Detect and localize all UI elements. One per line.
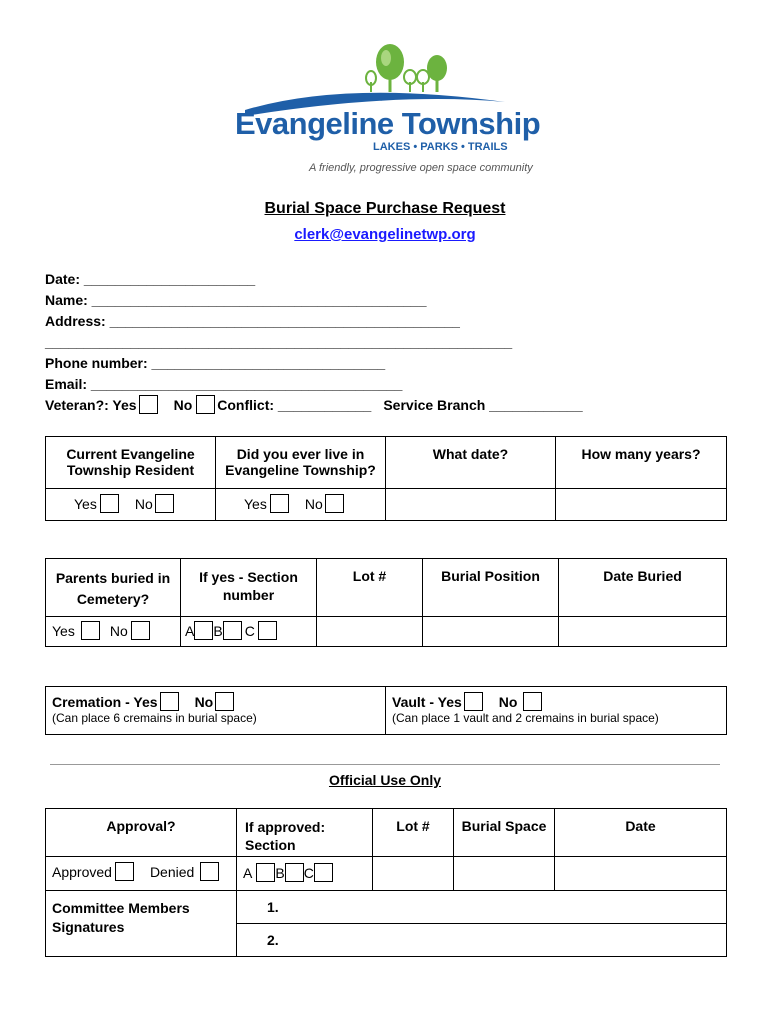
section-a-checkbox[interactable]	[194, 621, 213, 640]
what-date-header-cell	[386, 437, 556, 489]
parents-answer-cell	[46, 617, 181, 647]
signature-1-cell[interactable]	[237, 891, 727, 924]
official-use-table	[45, 808, 727, 957]
section-answer-cell	[181, 617, 317, 647]
cremation-yes-checkbox[interactable]	[160, 692, 179, 711]
date-buried-header-cell	[559, 559, 727, 617]
logo-name: Evangeline Township	[235, 106, 541, 141]
signature-2-label: 2.	[267, 932, 279, 948]
resident-yes-checkbox[interactable]	[100, 494, 119, 513]
cremation-vault-table	[45, 686, 727, 735]
official-section-a-label: A	[243, 864, 253, 881]
denied-label: Denied	[149, 863, 195, 880]
lived-answer-cell	[216, 489, 386, 521]
official-use-heading: Official Use Only	[328, 772, 442, 788]
conflict-field[interactable]: Conflict: ____________	[217, 396, 372, 413]
approval-header-cell	[46, 809, 237, 857]
parents-yes-label: Yes	[52, 622, 75, 639]
lived-yes-checkbox[interactable]	[270, 494, 289, 513]
signature-2-cell[interactable]	[237, 924, 727, 957]
resident-yes-label: Yes	[74, 495, 97, 512]
vault-no-checkbox[interactable]	[523, 692, 542, 711]
vault-cell	[386, 687, 727, 735]
email-field[interactable]: Email: ________________________________________	[45, 376, 403, 392]
address-line2-field[interactable]: ____________________________________________________________	[45, 334, 513, 350]
resident-no-label: No	[134, 495, 153, 512]
clerk-email-link[interactable]: clerk@evangelinetwp.org	[294, 226, 476, 243]
official-section-b-checkbox[interactable]	[285, 863, 304, 882]
lived-header: Did you ever live in Evangeline Township?	[225, 446, 376, 478]
cremation-note: (Can place 6 cremains in burial space)	[52, 711, 257, 725]
section-c-label: C	[244, 622, 255, 639]
parents-table	[45, 558, 727, 647]
resident-header-cell	[46, 437, 216, 489]
vault-no-label: No	[498, 693, 518, 710]
vault-yes-label: Vault - Yes	[392, 693, 462, 710]
lot-header: Lot #	[352, 568, 387, 584]
parents-header-cell	[46, 559, 181, 617]
date-field[interactable]: Date: ______________________	[45, 271, 256, 287]
official-lot-header-cell	[373, 809, 454, 857]
phone-field[interactable]: Phone number: ______________________________	[45, 355, 386, 371]
vault-note: (Can place 1 vault and 2 cremains in burial space)	[392, 711, 659, 725]
position-answer-cell[interactable]	[423, 617, 559, 647]
what-date-header: What date?	[432, 446, 509, 462]
approved-checkbox[interactable]	[115, 862, 134, 881]
veteran-no-label: No	[173, 396, 193, 413]
official-section-cell	[237, 857, 373, 891]
lived-no-label: No	[304, 495, 323, 512]
resident-header: Current Evangeline Township Resident	[66, 446, 195, 478]
burial-space-header: Burial Space	[461, 818, 547, 834]
approved-denied-cell	[46, 857, 237, 891]
address-field[interactable]: Address: _____________________________________________	[45, 313, 460, 329]
lot-header-cell	[317, 559, 423, 617]
parents-yes-checkbox[interactable]	[81, 621, 100, 640]
approved-label: Approved	[52, 863, 112, 880]
name-field[interactable]: Name: ___________________________________________	[45, 292, 427, 308]
lot-answer-cell[interactable]	[317, 617, 423, 647]
official-date-cell[interactable]	[555, 857, 727, 891]
official-lot-cell[interactable]	[373, 857, 454, 891]
cremation-no-label: No	[194, 693, 214, 710]
section-a-label: A	[185, 622, 195, 639]
years-header-cell	[556, 437, 727, 489]
lived-no-checkbox[interactable]	[325, 494, 344, 513]
resident-no-checkbox[interactable]	[155, 494, 174, 513]
date-buried-answer-cell[interactable]	[559, 617, 727, 647]
logo-subtitle: LAKES • PARKS • TRAILS	[373, 141, 508, 153]
vault-yes-checkbox[interactable]	[464, 692, 483, 711]
official-date-header: Date	[625, 818, 656, 834]
if-approved-header: If approved: Section	[245, 819, 326, 853]
section-c-checkbox[interactable]	[258, 621, 277, 640]
logo-tagline: A friendly, progressive open space community	[309, 162, 533, 174]
position-header-cell	[423, 559, 559, 617]
section-b-label: B	[213, 622, 223, 639]
committee-label: Committee Members Signatures	[52, 900, 190, 935]
page-title: Burial Space Purchase Request	[264, 200, 506, 217]
cremation-cell	[46, 687, 386, 735]
lived-header-cell	[216, 437, 386, 489]
veteran-no-checkbox[interactable]	[196, 395, 215, 414]
if-approved-header-cell	[237, 809, 373, 857]
date-buried-header: Date Buried	[603, 568, 682, 584]
veteran-yes-checkbox[interactable]	[139, 395, 158, 414]
section-header: If yes - Section number	[199, 569, 298, 603]
lived-yes-label: Yes	[244, 495, 267, 512]
years-header: How many years?	[581, 446, 701, 462]
veteran-row	[45, 395, 583, 414]
parents-no-checkbox[interactable]	[131, 621, 150, 640]
township-logo	[225, 40, 545, 180]
official-section-b-label: B	[275, 864, 285, 881]
resident-answer-cell	[46, 489, 216, 521]
section-header-cell	[181, 559, 317, 617]
official-section-a-checkbox[interactable]	[256, 863, 275, 882]
position-header: Burial Position	[441, 568, 540, 584]
committee-label-cell	[46, 891, 237, 957]
service-branch-field[interactable]: Service Branch ____________	[383, 396, 583, 413]
approval-header: Approval?	[106, 818, 176, 834]
veteran-label: Veteran?: Yes	[45, 396, 137, 413]
burial-space-header-cell	[454, 809, 555, 857]
official-date-header-cell	[555, 809, 727, 857]
section-divider	[50, 764, 720, 765]
parents-header: Parents buried in Cemetery?	[55, 570, 171, 607]
official-lot-header: Lot #	[396, 818, 430, 834]
parents-no-label: No	[109, 622, 128, 639]
cremation-no-checkbox[interactable]	[215, 692, 234, 711]
official-section-c-checkbox[interactable]	[314, 863, 333, 882]
denied-checkbox[interactable]	[200, 862, 219, 881]
signature-1-label: 1.	[267, 899, 279, 915]
cremation-yes-label: Cremation - Yes	[52, 693, 158, 710]
what-date-answer-cell[interactable]	[386, 489, 556, 521]
residency-table	[45, 436, 727, 521]
official-burial-space-cell[interactable]	[454, 857, 555, 891]
section-b-checkbox[interactable]	[223, 621, 242, 640]
years-answer-cell[interactable]	[556, 489, 727, 521]
official-section-c-label: C	[303, 864, 314, 881]
